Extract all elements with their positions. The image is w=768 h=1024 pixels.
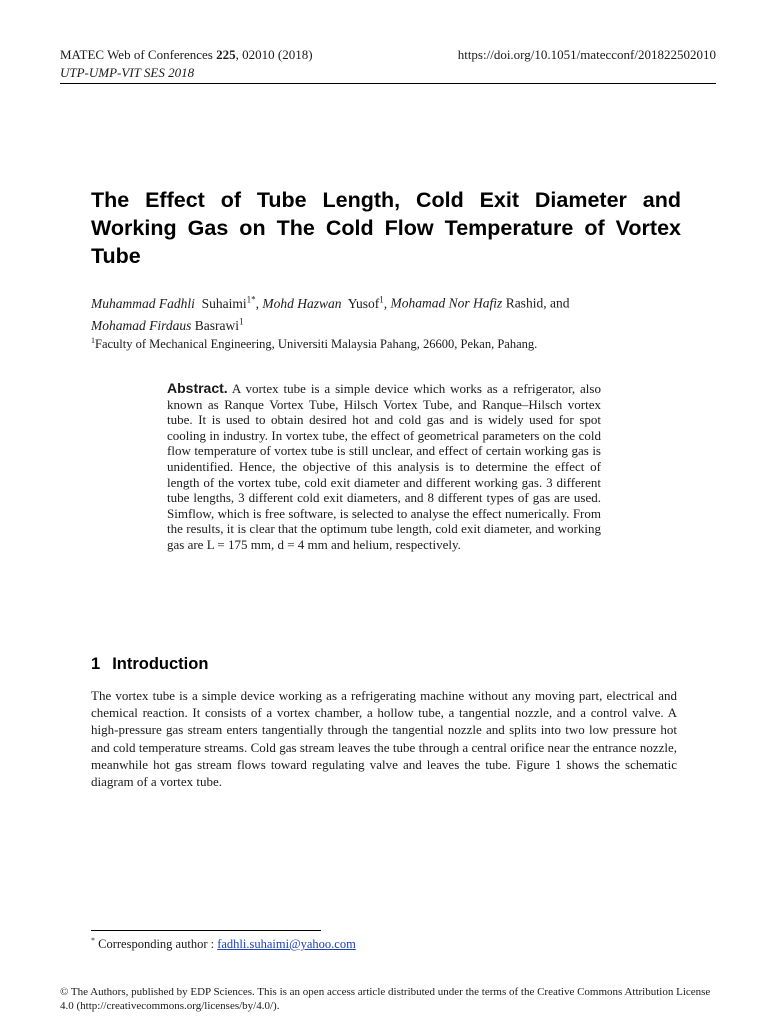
journal-volume: 225 [216,47,236,62]
introduction-paragraph: The vortex tube is a simple device working as a refrigerating machine without any moving part, electrical and chemical reaction. It consists of a vortex chamber, a hollow tube, a tangential nozzle, and a control valve. A high-pressure gas stream enters tangentially through the tangential nozzle and splits into two low pressure hot and cold temperature streams. Cold gas stream leaves the tube through a central orifice near the entrance nozzle, meanwhile hot gas stream flows toward regulating valve and leaves the tube. Figure 1 shows the schematic diagram of a vortex tube. [91,688,677,790]
doi-link[interactable]: https://doi.org/10.1051/matecconf/201822502010 [457,47,716,62]
abstract-label: Abstract. [167,380,228,396]
header-divider [60,83,716,84]
author-4: Mohamad Firdaus Basrawi$^1$ [91,316,244,333]
journal-citation [60,47,313,63]
author-2: Mohd Hazwan Yusof$^1$, [262,294,391,311]
author-3: Mohamad Nor Hafiz Rashid, and [390,295,570,311]
conference-name: UTP-UMP-VIT SES 2018 [60,65,195,80]
abstract-text: A vortex tube is a simple device which works as a refrigerator, also known as Ranque Vortex Tube, Hilsch Vortex Tube, and Ranque–Hilsch vortex tube. It is used to obtain desired hot and cold gas and is widely used for spot cooling in industry. In vortex tube, the effect of geometrical parameters on the cold flow temperature of vortex tube is still unclear, and effect of certain working gas is unidentified. Hence, the objective of this analysis is to determine the effect of length of the vortex tube, cold exit diameter and different working gas. 3 different tube lengths, 3 different cold exit diameters, and 8 different types of gas are used. Simflow, which is free software, is selected to analyse the effect numerically. From the results, it is clear that the optimum tube length, cold exit diameter, and working gas are L = 175 mm, d = 4 mm and helium, respectively. [167,381,601,552]
corresponding-email-link[interactable]: fadhli.suhaimi@yahoo.com [217,937,356,952]
section-heading: 1 Introduction [91,655,209,673]
journal-prefix: MATEC Web of Conferences [60,47,217,62]
abstract [167,381,601,553]
affiliation: $^1$Faculty of Mechanical Engineering, Universiti Malaysia Pahang, 26600, Pekan, Pahang. [91,336,538,352]
license-footer: © The Authors, published by EDP Sciences. This is an open access article distributed under the terms of the Creative Commons Attribution License 4.0 (http://creativecommons.org/licenses/by/4.0/). [60,986,711,1012]
author-1: Muhammad Fadhli Suhaimi$^{1*}$, [91,294,263,311]
footnote-divider [91,930,321,931]
author-list [91,290,681,335]
corresponding-author-footnote: * Corresponding author : fadhli.suhaimi@yahoo.com [91,936,356,952]
journal-suffix: , 02010 (2018) [235,47,313,62]
paper-title: The Effect of Tube Length, Cold Exit Diameter and Working Gas on The Cold Flow Temperature of Vortex Tube [91,188,681,268]
